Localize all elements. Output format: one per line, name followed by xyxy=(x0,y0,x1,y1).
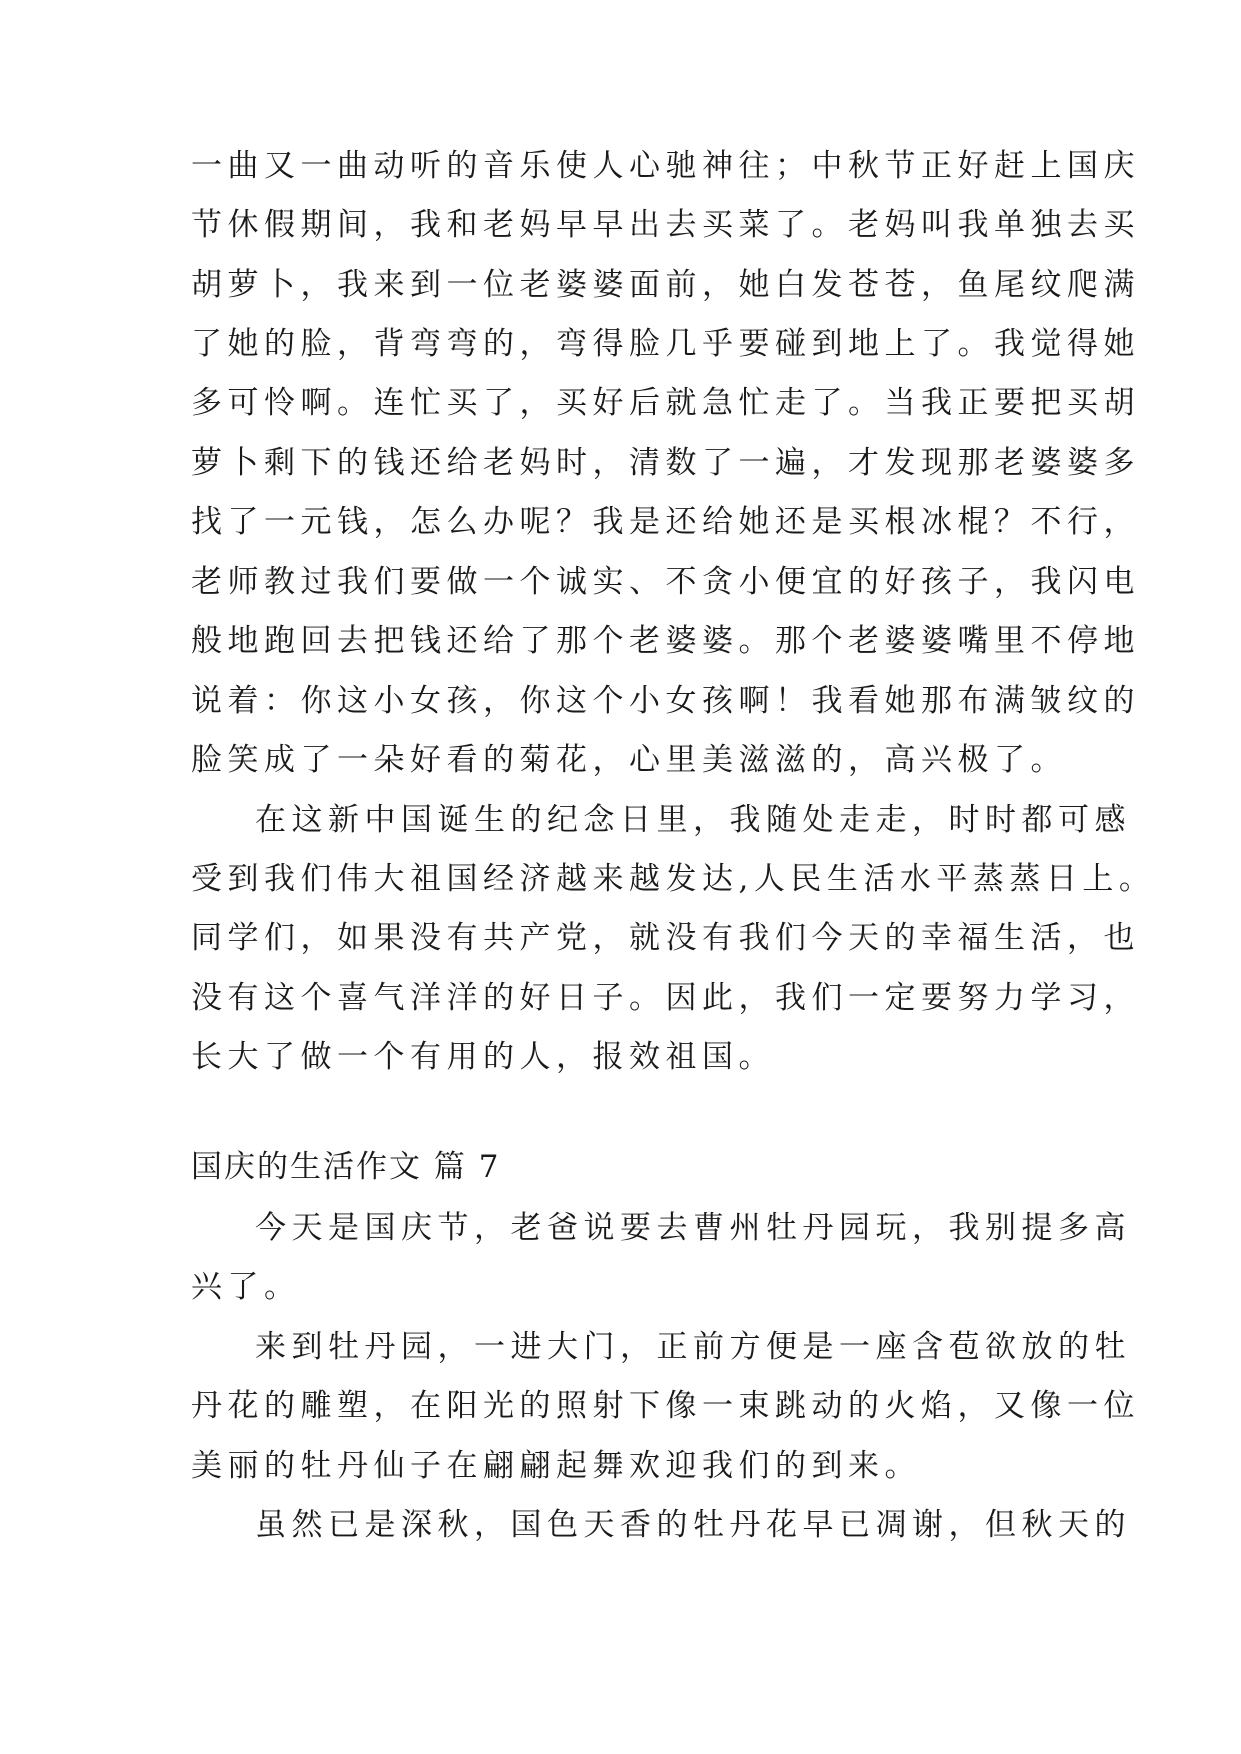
text-line: 找了一元钱，怎么办呢？我是还给她还是买根冰棍？不行， xyxy=(191,504,1140,540)
text-line: 了她的脸，背弯弯的，弯得脸几乎要碰到地上了。我觉得她 xyxy=(191,326,1140,362)
text-line: 说着：你这小女孩，你这个小女孩啊！我看她那布满皱纹的 xyxy=(191,683,1140,719)
paragraph-start-line: 来到牡丹园，一进大门，正前方便是一座含苞欲放的牡 xyxy=(255,1329,1131,1365)
text-line: 脸笑成了一朵好看的菊花，心里美滋滋的，高兴极了。 xyxy=(191,742,1067,778)
text-line: 多可怜啊。连忙买了，买好后就急忙走了。当我正要把买胡 xyxy=(191,385,1140,421)
text-line: 丹花的雕塑，在阳光的照射下像一束跳动的火焰，又像一位 xyxy=(191,1388,1140,1424)
text-line: 节休假期间，我和老妈早早出去买菜了。老妈叫我单独去买 xyxy=(191,207,1140,243)
text-line: 般地跑回去把钱还给了那个老婆婆。那个老婆婆嘴里不停地 xyxy=(191,623,1140,659)
section-heading: 国庆的生活作文 篇 7 xyxy=(191,1149,501,1185)
paragraph-start-line: 今天是国庆节，老爸说要去曹州牡丹园玩，我别提多高 xyxy=(255,1210,1131,1246)
text-line: 美丽的牡丹仙子在翩翩起舞欢迎我们的到来。 xyxy=(191,1448,921,1484)
text-line: 萝卜剩下的钱还给老妈时，清数了一遍，才发现那老婆婆多 xyxy=(191,445,1140,481)
text-line: 没有这个喜气洋洋的好日子。因此，我们一定要努力学习， xyxy=(191,980,1140,1016)
text-line: 受到我们伟大祖国经济越来越发达,人民生活水平蒸蒸日上。 xyxy=(191,861,1156,897)
text-line: 同学们，如果没有共产党，就没有我们今天的幸福生活，也 xyxy=(191,920,1140,956)
text-line: 胡萝卜，我来到一位老婆婆面前，她白发苍苍，鱼尾纹爬满 xyxy=(191,267,1140,303)
text-line: 长大了做一个有用的人，报效祖国。 xyxy=(191,1039,775,1075)
text-line: 一曲又一曲动听的音乐使人心驰神往；中秋节正好赶上国庆 xyxy=(191,148,1140,184)
paragraph-start-line: 在这新中国诞生的纪念日里，我随处走走，时时都可感 xyxy=(255,802,1131,838)
paragraph-start-line: 虽然已是深秋，国色天香的牡丹花早已凋谢，但秋天的 xyxy=(255,1507,1131,1543)
text-line: 老师教过我们要做一个诚实、不贪小便宜的好孩子，我闪电 xyxy=(191,564,1140,600)
text-line: 兴了。 xyxy=(191,1269,301,1305)
